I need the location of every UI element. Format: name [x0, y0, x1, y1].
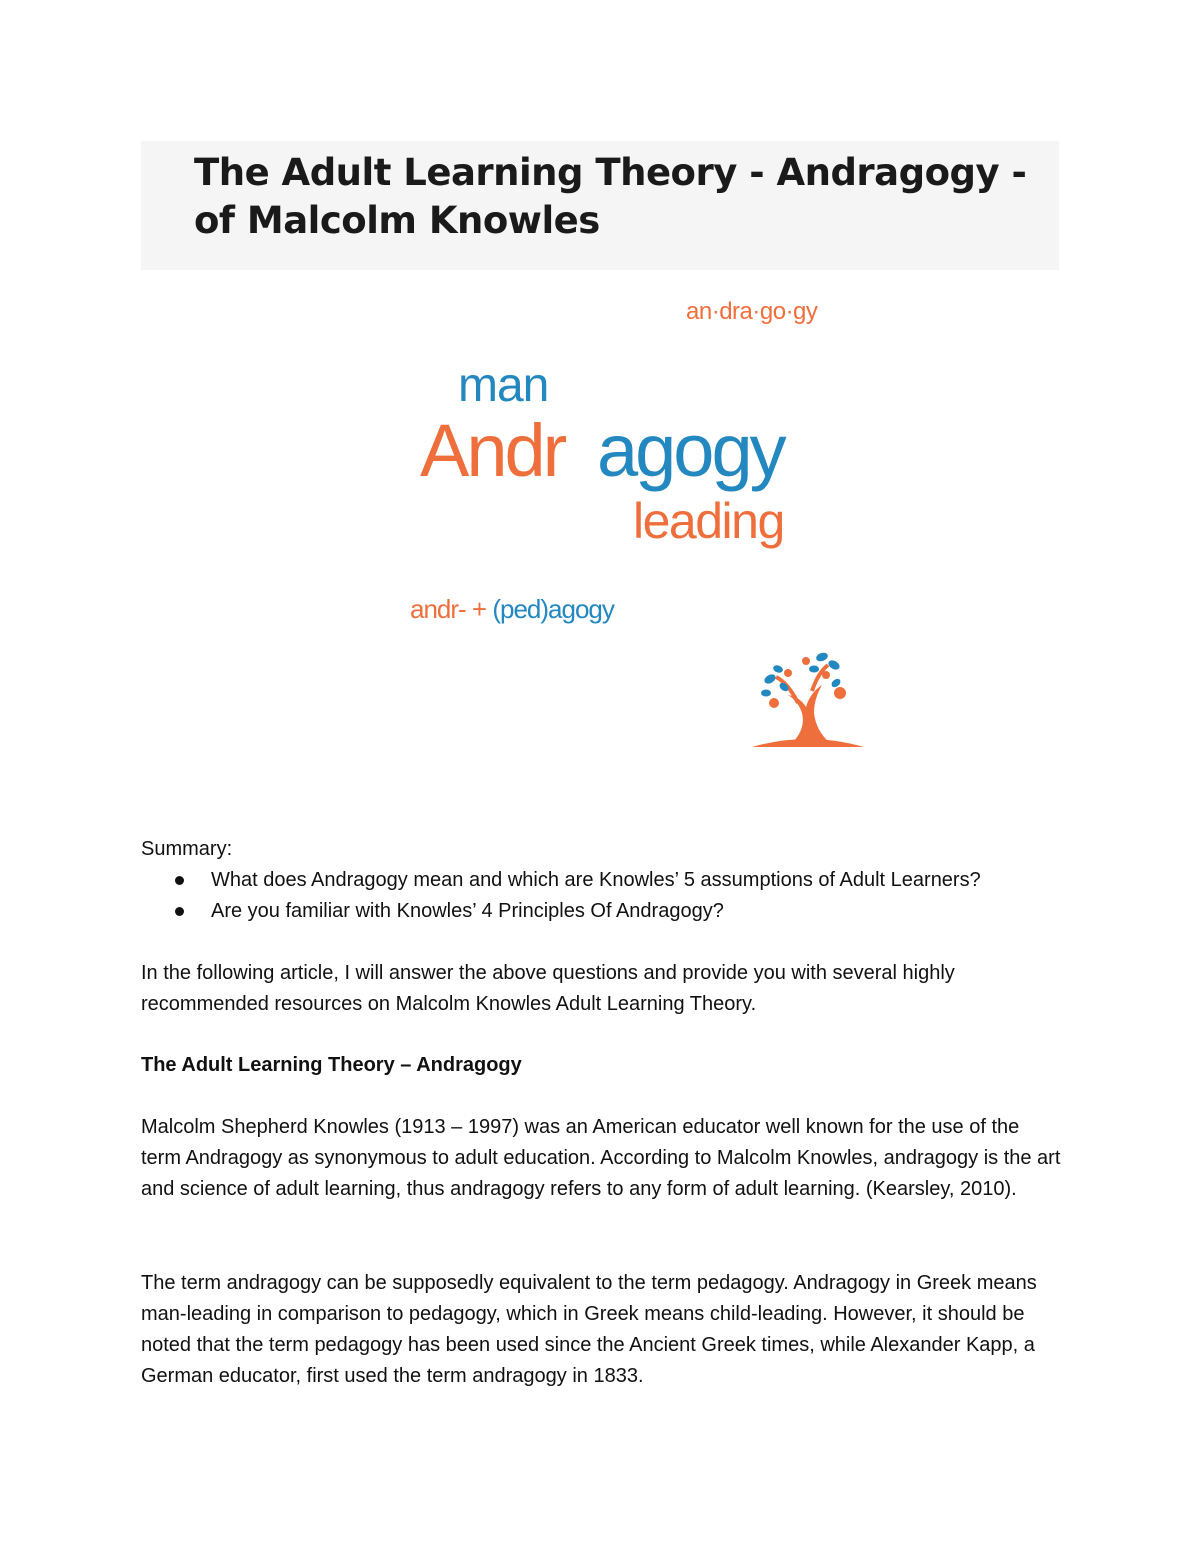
- title-banner: [141, 141, 1059, 270]
- logo-word-leading: leading: [633, 493, 784, 549]
- intro-paragraph: In the following article, I will answer the above questions and provide you with several highly recommended resources on Malcolm Knowles Adult Learning Theory.: [141, 962, 955, 1015]
- list-item: [141, 896, 1081, 927]
- tree-logo-icon: [748, 643, 868, 753]
- paragraph-pedagogy: The term andragogy can be supposedly equivalent to the term pedagogy. Andragogy in Greek means man-leading in comparison to pedagogy, which in Greek means child-leading. However, it should be noted that the term pedagogy has been used since the Ancient Greek times, while Alexander Kapp, a German educator, first used the term andragogy in 1833.: [141, 1272, 1037, 1387]
- summary-list: [141, 865, 1081, 927]
- logo-word-man: man: [458, 359, 549, 412]
- logo-word-andr: Andr: [420, 409, 565, 492]
- logo-pronunciation: an·dra·go·gy: [686, 298, 818, 325]
- list-item-text: What does Andragogy mean and which are Knowles’ 5 assumptions of Adult Learners?: [211, 869, 981, 891]
- summary-label: Summary:: [141, 838, 233, 860]
- paragraph-knowles: Malcolm Shepherd Knowles (1913 – 1997) was an American educator well known for the use of the term Andragogy as synonymous to adult education. According to Malcolm Knowles, andragogy is the art and science of adult learning, thus andragogy refers to any form of adult learning. (Kearsley, 2010).: [141, 1116, 1061, 1200]
- bullet-icon: [175, 876, 184, 885]
- list-item-text: Are you familiar with Knowles’ 4 Principles Of Andragogy?: [211, 900, 724, 922]
- logo-word-agogy: agogy: [597, 409, 784, 492]
- logo-etymology-suffix: (ped)agogy: [492, 594, 614, 624]
- logo-etymology: [410, 594, 614, 625]
- bullet-icon: [175, 907, 184, 916]
- logo-etymology-prefix: andr- +: [410, 594, 493, 624]
- page-title: The Adult Learning Theory - Andragogy - of Malcolm Knowles: [194, 151, 1027, 242]
- list-item: [141, 865, 1081, 896]
- section-heading: The Adult Learning Theory – Andragogy: [141, 1054, 522, 1076]
